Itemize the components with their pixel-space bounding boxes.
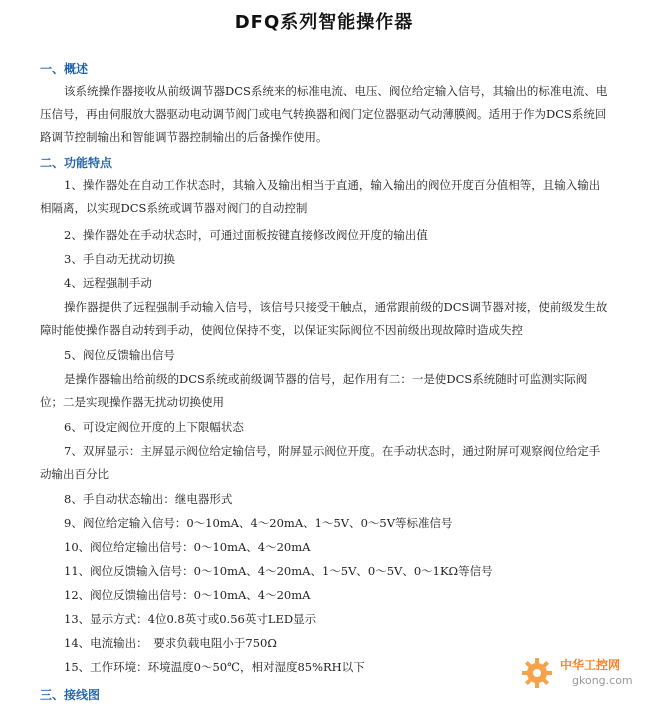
- feature-item: 7、双屏显示：主屏显示阀位给定输信号，附屏显示阀位开度。在手动状态时，通过附屏可观察阀位给定手动输出百分比: [40, 444, 601, 481]
- watermark-logo: [520, 652, 638, 696]
- feature-item: 5、阀位反馈输出信号: [64, 348, 175, 362]
- gear-icon: [520, 656, 554, 690]
- section-heading-features: 二、功能特点: [40, 156, 113, 170]
- feature-item: 14、电流输出： 要求负载电阻小于750Ω: [64, 636, 277, 650]
- feature-description: 是操作器输出给前级的DCS系统或前级调节器的信号，起作用有二：一是使DCS系统随时可监测实际阀位；二是实现操作器无扰动切换使用: [40, 372, 588, 409]
- feature-item: 2、操作器处在手动状态时，可通过面板按键直接修改阀位开度的输出值: [64, 228, 428, 242]
- feature-item: 12、阀位反馈输出信号：0～10mA、4～20mA: [64, 588, 311, 602]
- overview-paragraph: 该系统操作器接收从前级调节器DCS系统来的标准电流、电压、阀位给定输入信号，其输出的标准电流、电压信号，再由伺服放大器驱动电动调节阀门或电气转换器和阀门定位器驱动气动薄膜阀。适用于作为DCS系统回路调节控制输出和智能调节器控制输出的后备操作使用。: [40, 84, 608, 144]
- watermark-domain: gkong.com: [572, 674, 633, 687]
- section-heading-wiring: 三、接线图: [40, 688, 101, 702]
- section-heading-overview: 一、概述: [40, 62, 89, 76]
- feature-item: 4、远程强制手动: [64, 276, 152, 290]
- feature-item: 3、手自动无扰动切换: [64, 252, 175, 266]
- feature-description: 操作器提供了远程强制手动输入信号，该信号只接受干触点，通常跟前级的DCS调节器对接，使前级发生故障时能使操作器自动转到手动，使阀位保持不变，以保证实际阀位不因前级出现故障时造成失控: [40, 300, 608, 337]
- feature-item: 9、阀位给定输入信号：0～10mA、4～20mA、1～5V、0～5V等标准信号: [64, 516, 453, 530]
- document-title: DFQ系列智能操作器: [234, 12, 414, 33]
- watermark-brand: 中华工控网: [560, 658, 621, 672]
- feature-item: 1、操作器处在自动工作状态时，其输入及输出相当于直通，输入输出的阀位开度百分值相等，且输入输出相隔离，以实现DCS系统或调节器对阀门的自动控制: [40, 178, 601, 215]
- feature-item: 15、工作环境：环境温度0～50℃，相对湿度85%RH以下: [64, 660, 365, 674]
- feature-item: 10、阀位给定输出信号：0～10mA、4～20mA: [64, 540, 311, 554]
- feature-item: 11、阀位反馈输入信号：0～10mA、4～20mA、1～5V、0～5V、0～1KΩ等信号: [64, 564, 493, 578]
- feature-item: 6、可设定阀位开度的上下限幅状态: [64, 420, 244, 434]
- feature-item: 8、手自动状态输出：继电器形式: [64, 492, 233, 506]
- feature-item: 13、显示方式：4位0.8英寸或0.56英寸LED显示: [64, 612, 317, 626]
